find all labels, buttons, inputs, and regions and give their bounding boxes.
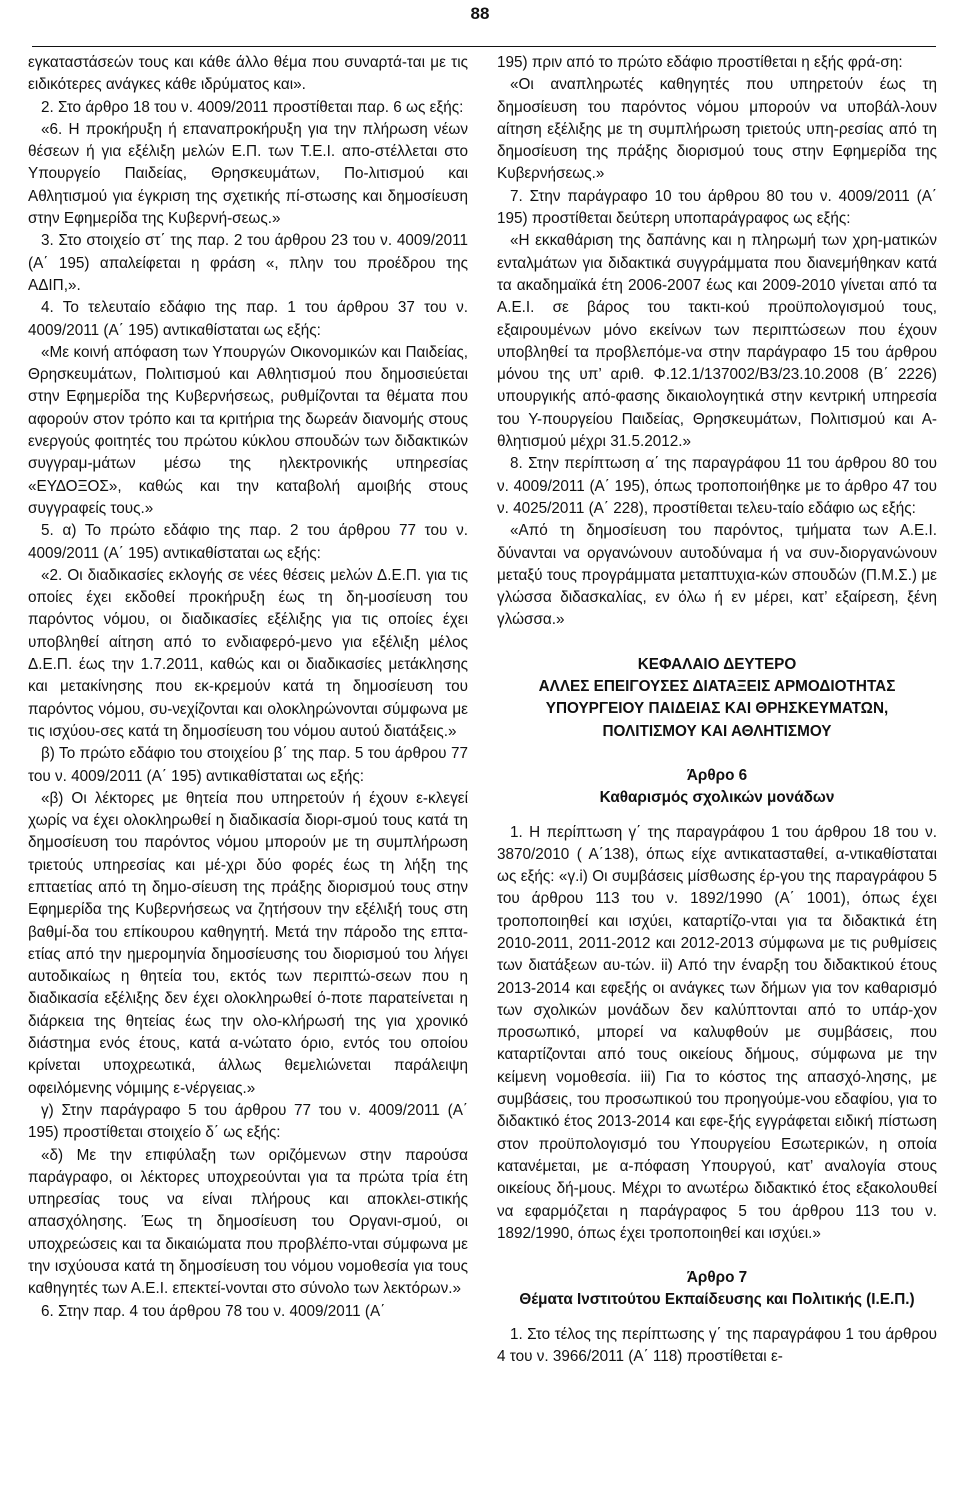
left-column	[28, 52, 468, 1497]
paragraph: β) Το πρώτο εδάφιο του στοιχείου β΄ της παρ. 5 του άρθρου 77 του ν. 4009/2011 (Α΄ 195) αντικαθίσταται ως εξής:	[28, 745, 468, 785]
paragraph: «Οι αναπληρωτές καθηγητές που υπηρετούν έως τη δημοσίευση του παρόντος νόμου μπορούν να υποβάλ-λουν αίτηση εξέλιξης με τη συμπλήρωση τριετούς υπη-ρεσίας από τη δημοσίευση της πράξης διορισμού τους στην Εφημερίδα της Κυβερνήσεως.»	[497, 76, 937, 183]
article-6-text: 1. Η περίπτωση γ΄ της παραγράφου 1 του άρθρου 18 του ν. 3870/2010 ( Α΄138), όπως είχε αντικατασταθεί, α-ντικαθίσταται ως εξής: «γ.i) Οι συμβάσεις μίσθωσης έρ-γου της παραγράφου 5 του άρθρου 113 του ν. 1892/1990 (Α΄ 1001), όπως έχει τροποποιηθεί και ισχύει, καταρτίζο-νται για τα διδακτικά έτη 2010-2011, 2011-2012 και 2012-2013 σύμφωνα με τις ρυθμίσεις των διατάξεων αυ-τών. ii) Από την έναρξη του διδακτικού έτους 2013-2014 και εφεξής οι ανάγκες των δήμων για τον καθαρισμό των σχολικών μονάδων δεν καλύπτονται από το υπάρ-χον προσωπικό, μπορεί να καλυφθούν με συμβάσεις, που καταρτίζονται από τους οικείους δήμους, σύμφωνα με την κείμενη νομοθεσία. iii) Για το κόστος της απασχό-λησης, με συμβάσεις, του προσωπικού του προηγούμε-νου εδαφίου, για το διδακτικό έτος 2013-2014 και εφε-ξής εγγράφεται ειδική πίστωση στον προϋπολογισμό του Υπουργείου Εσωτερικών, η οποία κατανέμεται, με α-πόφαση Υπουργού, κατ’ αναλογία στους οικείους δή-μους. Μέχρι το ανωτέρω διδακτικό έτος εξακολουθεί να εφαρμόζεται η παράγραφος 5 του άρθρου 113 του ν. 1892/1990, όπως έχει τροποποιηθεί και ισχύει.»	[497, 823, 937, 1242]
header-rule	[32, 46, 936, 47]
article-7-number: Άρθρο 7	[686, 1269, 748, 1287]
paragraph: «6. Η προκήρυξη ή επαναπροκήρυξη για την πλήρωση νέων θέσεων ή για εξέλιξη μελών Ε.Π. των Τ.Ε.Ι. απο-στέλλεται στο Υπουργείο Παιδείας, Θρησκευμάτων, Πο-λιτισμού και Αθλητισμού για έγκριση της σχετικής πί-στωσης και δημοσίευση στην Εφημερίδα της Κυβερνή-σεως.»	[28, 120, 468, 228]
paragraph: εγκαταστάσεών τους και κάθε άλλο θέμα που συναρτά-ται με τις ειδικότερες ανάγκες κάθε ιδρύματος και».	[28, 54, 468, 94]
paragraph: 5. α) Το πρώτο εδάφιο της παρ. 2 του άρθρου 77 του ν. 4009/2011 (Α΄ 195) αντικαθίσταται ως εξής:	[28, 522, 468, 562]
paragraph: «δ) Με την επιφύλαξη των οριζόμενων στην παρούσα παράγραφο, οι λέκτορες υποχρεούνται για τα πρώτα τρία έτη υπηρεσίας τους να είναι πλήρους και αποκλει-στικής απασχόλησης. Έως τη δημοσίευση του Οργανι-σμού, οι υποχρεώσεις και τα δικαιώματα που προβλέπο-νται σύμφωνα με την ισχύουσα κατά τη δημοσίευση του νόμου νομοθεσία για τους καθηγητές των Α.Ε.Ι. επεκτεί-νονται στο σύνολο των λεκτόρων.»	[28, 1146, 468, 1298]
paragraph: 8. Στην περίπτωση α΄ της παραγράφου 11 του άρθρου 80 του ν. 4009/2011 (Α΄ 195), όπως τροποποιήθηκε με το άρθρο 47 του ν. 4025/2011 (Α΄ 228), προστίθεται τελευ-ταίο εδάφιο ως εξής:	[497, 455, 937, 517]
paragraph: «β) Οι λέκτορες με θητεία που υπηρετούν ή έχουν ε-κλεγεί χωρίς να έχει ολοκληρωθεί η διαδικασία διορι-σμού τους κατά τη δημοσίευση του παρόντος νόμου μπορούν με τη συμπλήρωση τριετούς υπηρεσίας και μέ-χρι δύο φορές έως τη λήξη της επταετίας από τη δημο-σίευση της πράξης διορισμού τους στην Εφημερίδα της Κυβερνήσεως να ζητήσουν την εξέλιξή τους στη βαθμί-δα του επίκουρου καθηγητή. Μετά την πάροδο της επτα-ετίας από την ημερομηνία δημοσίευσης του διορισμού του λήγει αυτοδικαίως η θητεία του, εκτός των περιπτώ-σεων που η διαδικασία εξέλιξης δεν έχει ολοκληρωθεί ό-ποτε παρατείνεται η διάρκεια της θητείας έως την ολο-κλήρωσή της για χρονικό διάστημα ενός έτους, κατά α-νώτατο όριο, εντός του οποίου κρίνεται υποχρεωτικά, άλλως θεμελιώνεται παράλειψη οφειλόμενης νόμιμης ε-νέργειας.»	[28, 789, 468, 1097]
paragraph: «Με κοινή απόφαση των Υπουργών Οικονομικών και Παιδείας, Θρησκευμάτων, Πολιτισμού και Αθλητισμού που δημοσιεύεται στην Εφημερίδα της Κυβερνήσεως, ρυθμίζονται τα θέματα που αφορούν στον τρόπο και τα κριτήρια της δωρεάν διανομής στους ενεργούς φοιτητές του πρώτου κύκλου σπουδών των διδακτικών συγγραμ-μάτων μέσω της ηλεκτρονικής υπηρεσίας «ΕΥΔΟΞΟΣ», καθώς και την καταβολή αμοιβής στους συγγραφείς τους.»	[28, 343, 468, 517]
page-number: 88	[470, 4, 490, 23]
paragraph: 7. Στην παράγραφο 10 του άρθρου 80 του ν. 4009/2011 (Α΄ 195) προστίθεται δεύτερη υποπαράγραφος ως εξής:	[497, 187, 937, 228]
paragraph: «2. Οι διαδικασίες εκλογής σε νέες θέσεις μελών Δ.Ε.Π. για τις οποίες έχει εκδοθεί προκήρυξη έως τη δη-μοσίευση του παρόντος νόμου, οι διαδικασίες εξέλιξης για τις οποίες έχει υποβληθεί αίτηση από το ενδιαφερό-μενο για εξέλιξη μέλος Δ.Ε.Π. έως την 1.7.2011, καθώς και οι διαδικασίες μετάκλησης και μετακίνησης που εκ-κρεμούν κατά τη δημοσίευση του παρόντος νόμου, συ-νεχίζονται και ολοκληρώνονται σύμφωνα με τις ισχύου-σες κατά τη δημοσίευση του νόμου αυτού διατάξεις.»	[28, 566, 468, 740]
chapter-subtitle-line: ΠΟΛΙΤΙΣΜΟΥ ΚΑΙ ΑΘΛΗΤΙΣΜΟΥ	[602, 722, 832, 740]
article-7-text: 1. Στο τέλος της περίπτωσης γ΄ της παραγράφου 1 του άρθρου 4 του ν. 3966/2011 (Α΄ 118) προστίθεται ε-	[497, 1325, 937, 1366]
article-6-title: Καθαρισμός σχολικών μονάδων	[599, 789, 835, 807]
chapter-title: ΚΕΦΑΛΑΙΟ ΔΕΥΤΕΡΟ	[637, 655, 797, 673]
article-6-number: Άρθρο 6	[686, 766, 748, 784]
paragraph: γ) Στην παράγραφο 5 του άρθρου 77 του ν. 4009/2011 (Α΄ 195) προστίθεται στοιχείο δ΄ ως εξής:	[28, 1101, 468, 1142]
right-column	[497, 52, 937, 1497]
paragraph: 2. Στο άρθρο 18 του ν. 4009/2011 προστίθεται παρ. 6 ως εξής:	[41, 98, 464, 116]
chapter-subtitle-line: ΥΠΟΥΡΓΕΙΟΥ ΠΑΙΔΕΙΑΣ ΚΑΙ ΘΡΗΣΚΕΥΜΑΤΩΝ,	[545, 700, 889, 718]
paragraph: «Από τη δημοσίευση του παρόντος, τμήματα των Α.Ε.Ι. δύνανται να οργανώνουν αυτοδύναμα ή να συν-διοργανώνουν μεταξύ τους προγράμματα μεταπτυχια-κών σπουδών (Π.Μ.Σ.) με γλώσσα διδασκαλίας, εν όλω ή εν μέρει, κατ’ εξαίρεση, ξένη γλώσσα.»	[497, 522, 937, 629]
chapter-heading	[497, 654, 937, 743]
paragraph: 3. Στο στοιχείο στ΄ της παρ. 2 του άρθρου 23 του ν. 4009/2011 (Α΄ 195) απαλείφεται η φράση «, πλην του προέδρου της ΑΔΙΠ,».	[28, 232, 468, 294]
paragraph: 6. Στην παρ. 4 του άρθρου 78 του ν. 4009/2011 (Α΄	[41, 1302, 386, 1320]
chapter-subtitle-line: ΑΛΛΕΣ ΕΠΕΙΓΟΥΣΕΣ ΔΙΑΤΑΞΕΙΣ ΑΡΜΟΔΙΟΤΗΤΑΣ	[538, 678, 896, 696]
article-7-title: Θέματα Ινστιτούτου Εκπαίδευσης και Πολιτικής (Ι.Ε.Π.)	[519, 1291, 915, 1309]
paragraph: «Η εκκαθάριση της δαπάνης και η πληρωμή των χρη-ματικών ενταλμάτων για διδακτικά συγγράμματα που διανεμήθηκαν κατά τα ακαδημαϊκά έτη 2006-2007 έως και 2009-2010 γίνεται από τα Α.Ε.Ι. σε βάρος του τακτι-κού προϋπολογισμού τους, εξαιρουμένων μόνο εκείνων των περιπτώσεων που έχουν υποβληθεί τα προβλεπόμε-να στην παράγραφο 15 του άρθρου μόνου της υπ’ αριθ. Φ.12.1/137002/Β3/23.10.2008 (Β΄ 2226) υπουργικής από-φασης δικαιολογητικά στην κεντρική υπηρεσία του Υ-πουργείου Παιδείας, Θρησκευμάτων, Πολιτισμού και Α-θλητισμού μέχρι 31.5.2012.»	[497, 232, 937, 451]
paragraph: 4. Το τελευταίο εδάφιο της παρ. 1 του άρθρου 37 του ν. 4009/2011 (Α΄ 195) αντικαθίσταται ως εξής:	[28, 299, 468, 339]
paragraph: 195) πριν από το πρώτο εδάφιο προστίθεται η εξής φρά-ση:	[497, 54, 903, 71]
